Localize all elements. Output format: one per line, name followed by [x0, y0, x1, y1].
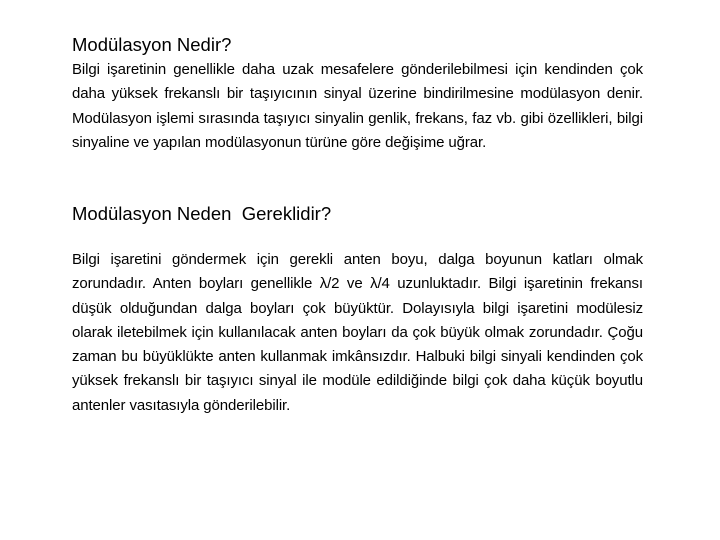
section-heading-what-is-modulation: Modülasyon Nedir?: [72, 34, 232, 55]
section-body-what-is-modulation: Bilgi işaretinin genellikle daha uzak mesafelere gönderilebilmesi için kendinden çok daha yüksek frekanslı bir taşıyıcının sinyal üzerine bindirilmesine modülasyon denir. Modülasyon işlemi sırasında taşıyıcı sinyalin genlik, frekans, faz vb. gibi özellikleri, bilgi sinyaline ve yapılan modülasyonun türüne göre değişime uğrar.: [72, 61, 643, 151]
section-heading-why-modulation-needed: Modülasyon Neden Gereklidir?: [72, 203, 332, 224]
section-body-why-modulation-needed: Bilgi işaretini göndermek için gerekli anten boyu, dalga boyunun katları olmak zorundadır. Anten boyları genellikle λ/2 ve λ/4 uzunluktadır. Bilgi işaretinin frekansı düşük olduğundan dalga boyları çok büyüktür. Dolayısıyla bilgi işaretini modülesiz olarak iletebilmek için kullanılacak anten boyları da çok büyük olmak zorundadır. Çoğu zaman bu büyüklükte anten kullanmak imkânsızdır. Halbuki bilgi sinyali kendinden çok yüksek frekanslı bir taşıyıcı sinyal ile modüle edildiğinde bilgi çok daha küçük boyutlu antenler vasıtasıyla gönderilebilir.: [72, 251, 643, 414]
